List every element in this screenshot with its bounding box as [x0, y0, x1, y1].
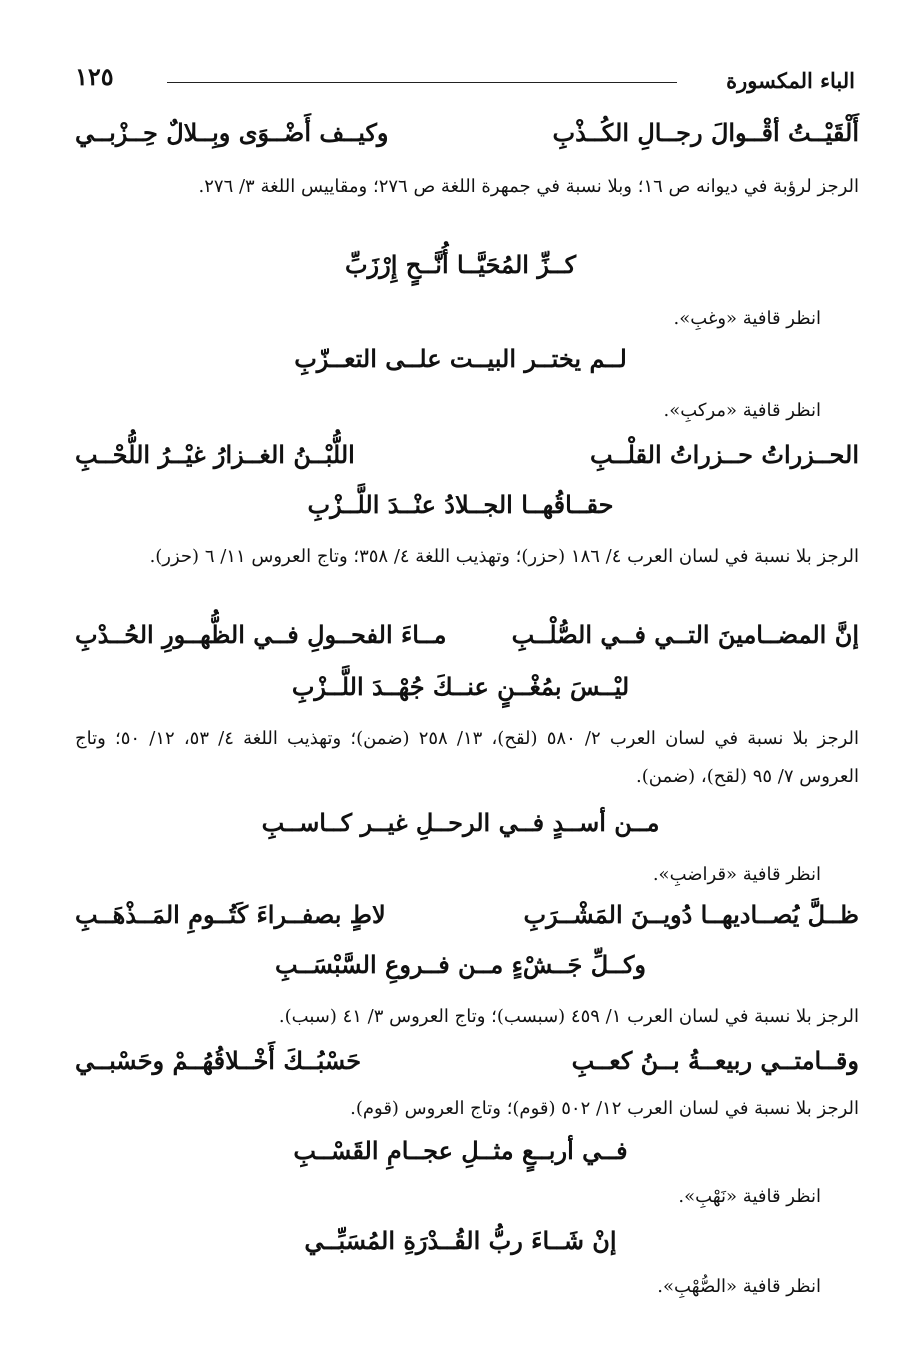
header-rule [167, 82, 677, 83]
verse-first-hemistich: وقــامتــي ربيعــةُ بــنُ كعــبِ [571, 1046, 859, 1075]
citation-note: الرجز بلا نسبة في لسان العرب ١٢/ ٥٠٢ (قوم)؛ وتاج العروس (قوم). [350, 1098, 859, 1119]
cross-reference: انظر قافية «وغبِ». [673, 308, 821, 329]
verse-second-hemistich: وكيــف أَضْــوَى وبِــلالٌ حِــزْبــي [75, 118, 389, 147]
verse-line: كــزِّ المُحَيَّــا أُنَّــحٍ إِرْزَبِّ [344, 250, 577, 279]
verse-line: مــن أســدٍ فــي الرحــلِ غيــر كــاســبِ [261, 808, 660, 837]
verse-line: لــم يختــر البيــت علــى التعــزّبِ [294, 344, 627, 373]
verse-second-hemistich: حَسْبُــكَ أَخْــلاقُهُــمْ وحَسْبــي [75, 1046, 362, 1075]
cross-reference: انظر قافية «مركبِ». [663, 400, 821, 421]
citation-note: الرجز لرؤبة في ديوانه ص ١٦؛ وبلا نسبة في جمهرة اللغة ص ٢٧٦؛ ومقاييس اللغة ٣/ ٢٧٦. [198, 176, 859, 197]
citation-note: الرجز بلا نسبة في لسان العرب ١/ ٤٥٩ (سبسب)؛ وتاج العروس ٣/ ٤١ (سبب). [278, 1006, 859, 1027]
running-title: الباء المكسورة [726, 68, 855, 93]
verse-first-hemistich: إنَّ المضــامينَ التــي فــي الصُّلْــبِ [511, 620, 859, 649]
citation-note: الرجز بلا نسبة في لسان العرب ٤/ ١٨٦ (حزر)؛ وتهذيب اللغة ٤/ ٣٥٨؛ وتاج العروس ١١/ ٦ (حزر). [149, 546, 859, 567]
verse-line: ليْــسَ بمُغْــنٍ عنــكَ جُهْــدَ اللَّــزْبِ [291, 672, 630, 701]
verse-line: حقــاقُهــا الجــلادُ عنْــدَ اللَّــزْبِ [307, 490, 614, 519]
cross-reference: انظر قافية «الصُّهْبِ». [657, 1276, 821, 1297]
verse-second-hemistich: مــاءَ الفحــولِ فــي الظُّهــورِ الحُــدْبِ [75, 620, 447, 649]
verse-line: وكــلِّ جَــشْءٍ مــن فــروعِ السَّبْسَــبِ [274, 950, 646, 979]
verse-first-hemistich: أَلْقَيْــتُ أقْــوالَ رجــالِ الكُــذْبِ [552, 118, 859, 147]
verse-line: فــي أربــعٍ مثــلِ عجــامِ القَسْــبِ [293, 1136, 628, 1165]
page-number: ١٢٥ [75, 62, 114, 91]
cross-reference: انظر قافية «قراضبِ». [652, 864, 821, 885]
verse-first-hemistich: ظــلَّ يُصــاديهــا دُويــنَ المَشْــرَبِ [523, 900, 859, 929]
citation-note: الرجز بلا نسبة في لسان العرب ٢/ ٥٨٠ (لقح)، ١٣/ ٢٥٨ (ضمن)؛ وتهذيب اللغة ٤/ ٥٣، ١٢/ ٥٠؛ وتاج العروس ٧/ ٩٥ (لقح)، (ضمن). [75, 728, 860, 787]
verse-first-hemistich: الحــزراتُ حــزراتُ القلْــبِ [589, 440, 859, 469]
verse-line: إنْ شَــاءَ ربُّ القُــدْرَةِ المُسَبِّــي [304, 1226, 617, 1255]
verse-second-hemistich: اللُّبْــنُ الغــزارُ غيْــرُ اللُّحْــبِ [75, 440, 355, 469]
verse-second-hemistich: لاطٍ بصفــراءَ كَتُــومِ المَــذْهَــبِ [75, 900, 386, 929]
cross-reference: انظر قافية «نَهْبِ». [678, 1186, 821, 1207]
page-header [75, 62, 855, 96]
